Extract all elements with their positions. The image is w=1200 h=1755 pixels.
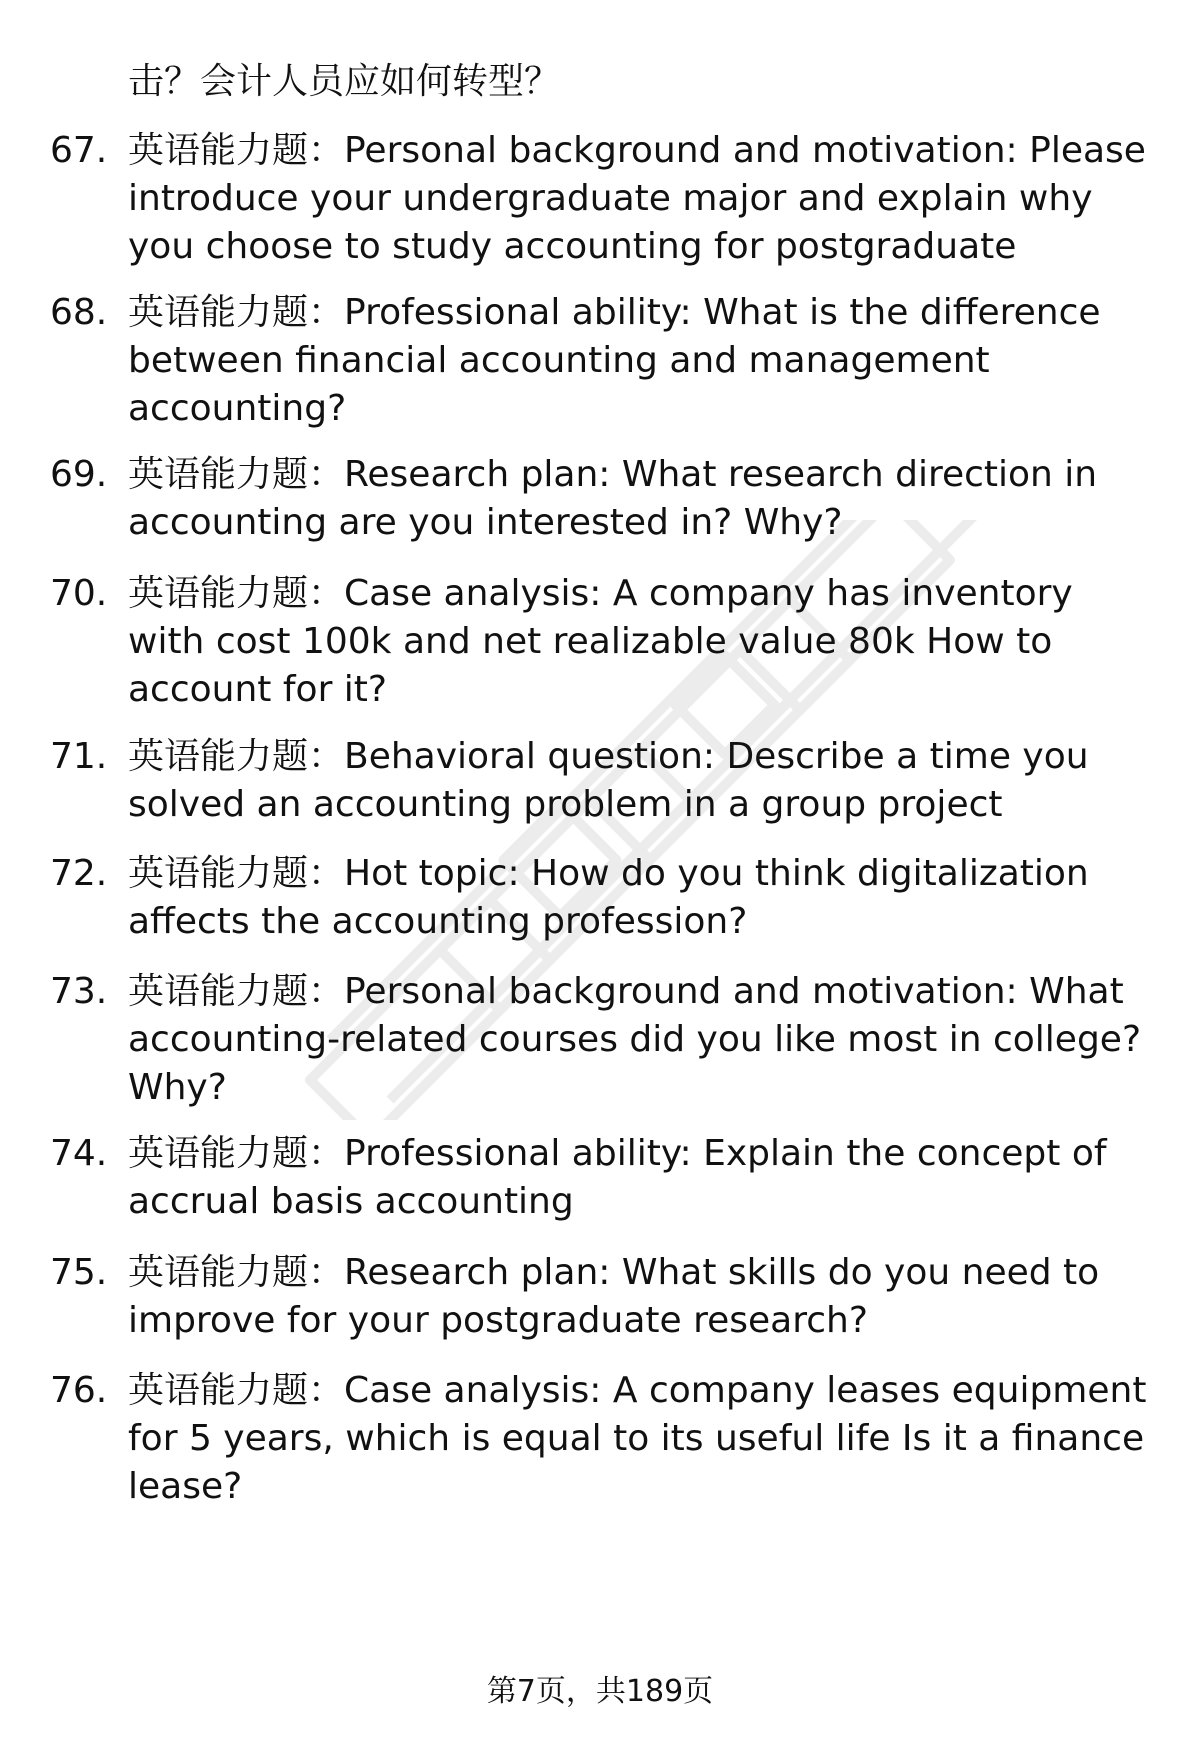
- question-item-71: [50, 733, 1160, 829]
- question-text: 英语能力题：Personal background and motivation: Please introduce your undergraduate major and explain why you choose to study accounting for postgraduate: [128, 130, 1146, 267]
- continuation-text: 击？会计人员应如何转型？: [128, 61, 561, 102]
- question-number: 70.: [50, 573, 108, 614]
- question-number: 71.: [50, 736, 108, 777]
- question-item-70: [50, 570, 1160, 714]
- question-item-74: [50, 1130, 1160, 1226]
- question-number: 67.: [50, 130, 108, 171]
- question-text: 英语能力题：Professional ability: What is the difference between financial accounting and management accounting?: [128, 292, 1101, 429]
- question-text: 英语能力题：Personal background and motivation: What accounting-related courses did you like most in college? Why?: [128, 971, 1142, 1108]
- question-item-68: [50, 289, 1160, 433]
- question-text: 英语能力题：Behavioral question: Describe a time you solved an accounting problem in a group project: [128, 736, 1089, 825]
- question-text: 英语能力题：Research plan: What research direction in accounting are you interested in? Why?: [128, 454, 1098, 543]
- question-item-76: [50, 1367, 1160, 1511]
- question-number: 76.: [50, 1370, 108, 1411]
- question-text: 英语能力题：Research plan: What skills do you need to improve for your postgraduate research?: [128, 1252, 1100, 1341]
- question-item-67: [50, 127, 1160, 271]
- question-number: 75.: [50, 1252, 108, 1293]
- page-footer: 第7页，共189页: [486, 1674, 714, 1709]
- question-number: 73.: [50, 971, 108, 1012]
- question-item-75: [50, 1249, 1160, 1345]
- question-item-73: [50, 968, 1160, 1112]
- question-item-69: [50, 451, 1160, 547]
- question-text: 英语能力题：Professional ability: Explain the concept of accrual basis accounting: [128, 1133, 1107, 1222]
- question-text: 英语能力题：Case analysis: A company leases equipment for 5 years, which is equal to its useful life Is it a finance lease?: [128, 1370, 1147, 1507]
- question-text: 英语能力题：Hot topic: How do you think digitalization affects the accounting profession?: [128, 853, 1089, 942]
- question-number: 72.: [50, 853, 108, 894]
- question-text: 英语能力题：Case analysis: A company has inventory with cost 100k and net realizable value 80k How to account for it?: [128, 573, 1073, 710]
- question-number: 69.: [50, 454, 108, 495]
- question-item-72: [50, 850, 1160, 946]
- question-number: 68.: [50, 292, 108, 333]
- question-number: 74.: [50, 1133, 108, 1174]
